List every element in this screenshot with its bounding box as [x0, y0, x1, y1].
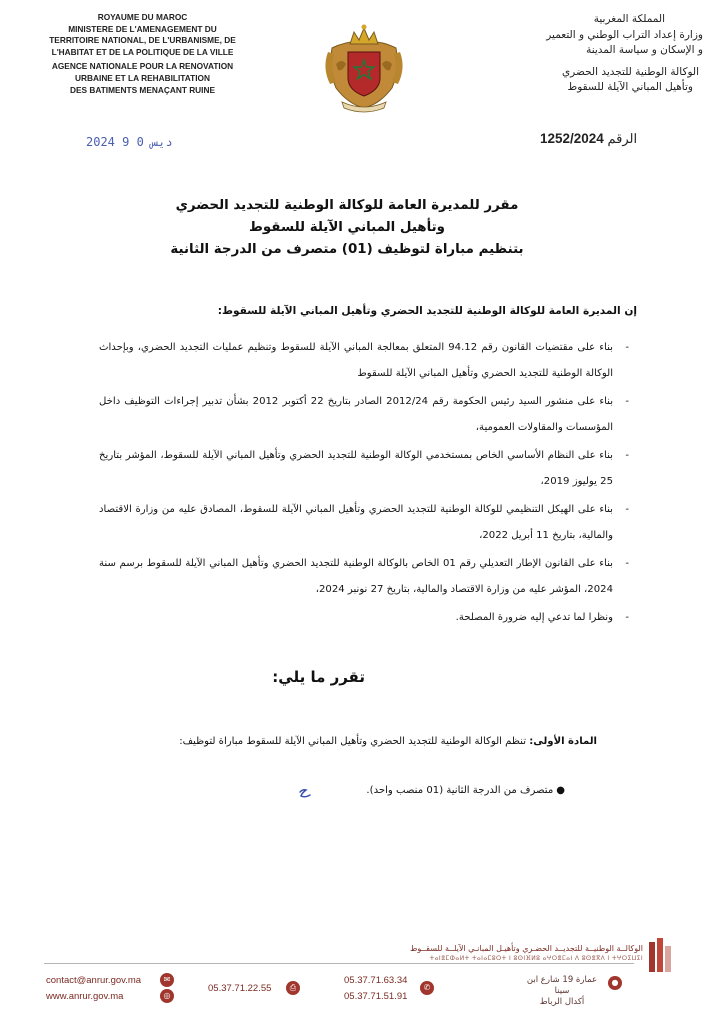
handwritten-check-icon: [298, 786, 312, 800]
bullet-icon: ●: [556, 785, 565, 796]
title-line1: مقرر للمديرة العامة للوكالة الوطنية للتجديد الحضري: [175, 198, 519, 213]
consideration-item: - بناء على القانون الإطار التعديلي رقم 01 الخاص بالوكالة الوطنية للتجديد الحضري وتأهيل المباني الآيلة للسقوط برسم سنة 2024، المؤشر عليه من وزارة الاقتصاد والمالية، بتاريخ 27 نونبر 2024،: [99, 551, 629, 602]
coat-of-arms-emblem: [318, 18, 410, 114]
ministry-fr-line1: MINISTERE DE L'AMENAGEMENT DU: [68, 23, 217, 34]
agency-fr-line1: AGENCE NATIONALE POUR LA RENOVATION: [51, 61, 234, 72]
ministry-fr-line2: TERRITOIRE NATIONAL, DE L'URBANISME, DE: [49, 35, 236, 46]
consideration-item: - ونظرا لما تدعي إليه ضرورة المصلحة.: [99, 605, 629, 631]
reference-label: الرقم: [607, 131, 638, 146]
considerations-list: [99, 335, 629, 634]
decision-title: [157, 195, 537, 261]
agency-fr-line3: DES BATIMENTS MENAÇANT RUINE: [69, 84, 216, 95]
ministry-ar-line2: و الإسكان و سياسة المدينة: [586, 44, 703, 56]
footer-agency-name: [343, 944, 643, 964]
kingdom-ar: المملكة المغربية: [593, 13, 665, 25]
reference-value: 1252/2024: [540, 131, 604, 146]
agency-logo-icon: [647, 936, 673, 974]
consideration-item: - بناء على الهيكل التنظيمي للوكالة الوطنية للتجديد الحضري وتأهيل المباني الآيلة للسقوط، المصادق عليه من وزارة الاقتصاد والمالية، بتاريخ 11 أبريل 2022،: [99, 497, 629, 548]
footer-divider: [44, 963, 634, 964]
footer-fax: 05.37.71.22.55: [208, 983, 272, 994]
title-line2: وتأهيل المباني الآيلة للسقوط: [249, 220, 445, 235]
agency-ar-line2: وتأهيل المباني الآيلة للسقوط: [567, 81, 693, 93]
footer-address: [521, 975, 603, 1008]
decides-heading: تقرر ما يلي:: [272, 668, 365, 686]
footer-website[interactable]: www.anrur.gov.ma: [46, 991, 124, 1002]
title-line3: بتنظيم مباراة لتوظيف (01) متصرف من الدرجة الثانية: [170, 242, 524, 257]
location-pin-icon: ●: [608, 976, 622, 990]
footer-agency-ar: الوكالــة الوطنيــة للتجديــد الحضـري وتأهيـل المبانـي الآيلــة للسقــوط: [409, 944, 643, 953]
footer-agency-tifinagh: ⵜⴰⵏⴻⵎⵀⴰⵍⵜ ⵜⴰⵏⴰⵎⵓⵔⵜ ⵏ ⵓⵙⵏⴼⵍⵓ ⴰⵖⵔⴻⵎⴰⵏ ⴷ ⵓⵙⴻⴳⴷ ⵏ ⵜⵖⵔⵉⵡⵉⵏ: [429, 955, 643, 962]
article-one-text: تنظم الوكالة الوطنية للتجديد الحضري وتأهيل المباني الآيلة للسقوط مباراة لتوظيف:: [179, 736, 527, 747]
article-one: [117, 736, 597, 747]
phone-icon: ✆: [420, 981, 434, 995]
address-line1: عمارة 19 شارع ابن سينا: [526, 975, 598, 996]
consideration-item: - بناء على منشور السيد رئيس الحكومة رقم 2012/24 الصادر بتاريخ 22 أكتوبر 2012 بشأن تدبير إجراءات التوظيف داخل المؤسسات والمقاولات العمومية،: [99, 389, 629, 440]
position-text: متصرف من الدرجة الثانية (01 منصب واحد).: [366, 785, 554, 796]
kingdom-fr: ROYAUME DU MAROC: [97, 12, 188, 22]
header-arabic-block: [473, 12, 703, 96]
date-stamp: 2024 ديس 0 9: [86, 135, 173, 149]
footer-phone-1: 05.37.71.63.34: [344, 975, 408, 986]
fax-icon: ⎙: [286, 981, 300, 995]
email-icon: ✉: [160, 973, 174, 987]
globe-icon: ◎: [160, 989, 174, 1003]
footer-email[interactable]: contact@anrur.gov.ma: [46, 975, 142, 986]
address-line2: أكدال الرباط: [539, 997, 585, 1007]
ministry-fr-line3: L'HABITAT ET DE LA POLITIQUE DE LA VILLE: [51, 46, 234, 57]
ministry-ar-line1: وزارة إعداد التراب الوطني و التعمير: [546, 28, 703, 41]
consideration-item: - بناء على النظام الأساسي الخاص بمستخدمي الوكالة الوطنية للتجديد الحضري وتأهيل المباني الآيلة للسقوط، المؤشر بتاريخ 25 يوليوز 2019،: [99, 443, 629, 494]
decision-intro: إن المديرة العامة للوكالة الوطنية للتجديد الحضري وتأهيل المباني الآيلة للسقوط:: [217, 305, 637, 317]
footer-phone-2: 05.37.71.51.91: [344, 991, 408, 1002]
consideration-item: - بناء على مقتضيات القانون رقم 94.12 المتعلق بمعالجة المباني الآيلة للسقوط وتنظيم عمليات التجديد الحضري، وبإحداث الوكالة الوطنية للتجديد الحضري وتأهيل المباني الآيلة للسقوط: [99, 335, 629, 386]
agency-ar-line1: الوكالة الوطنية للتجديد الحضري: [561, 65, 699, 78]
article-one-label: المادة الأولى:: [529, 736, 597, 747]
position-item: [366, 785, 565, 796]
agency-fr-line2: URBAINE ET LA REHABILITATION: [75, 72, 210, 83]
header-french-block: [20, 12, 265, 96]
reference-number: [540, 131, 637, 147]
